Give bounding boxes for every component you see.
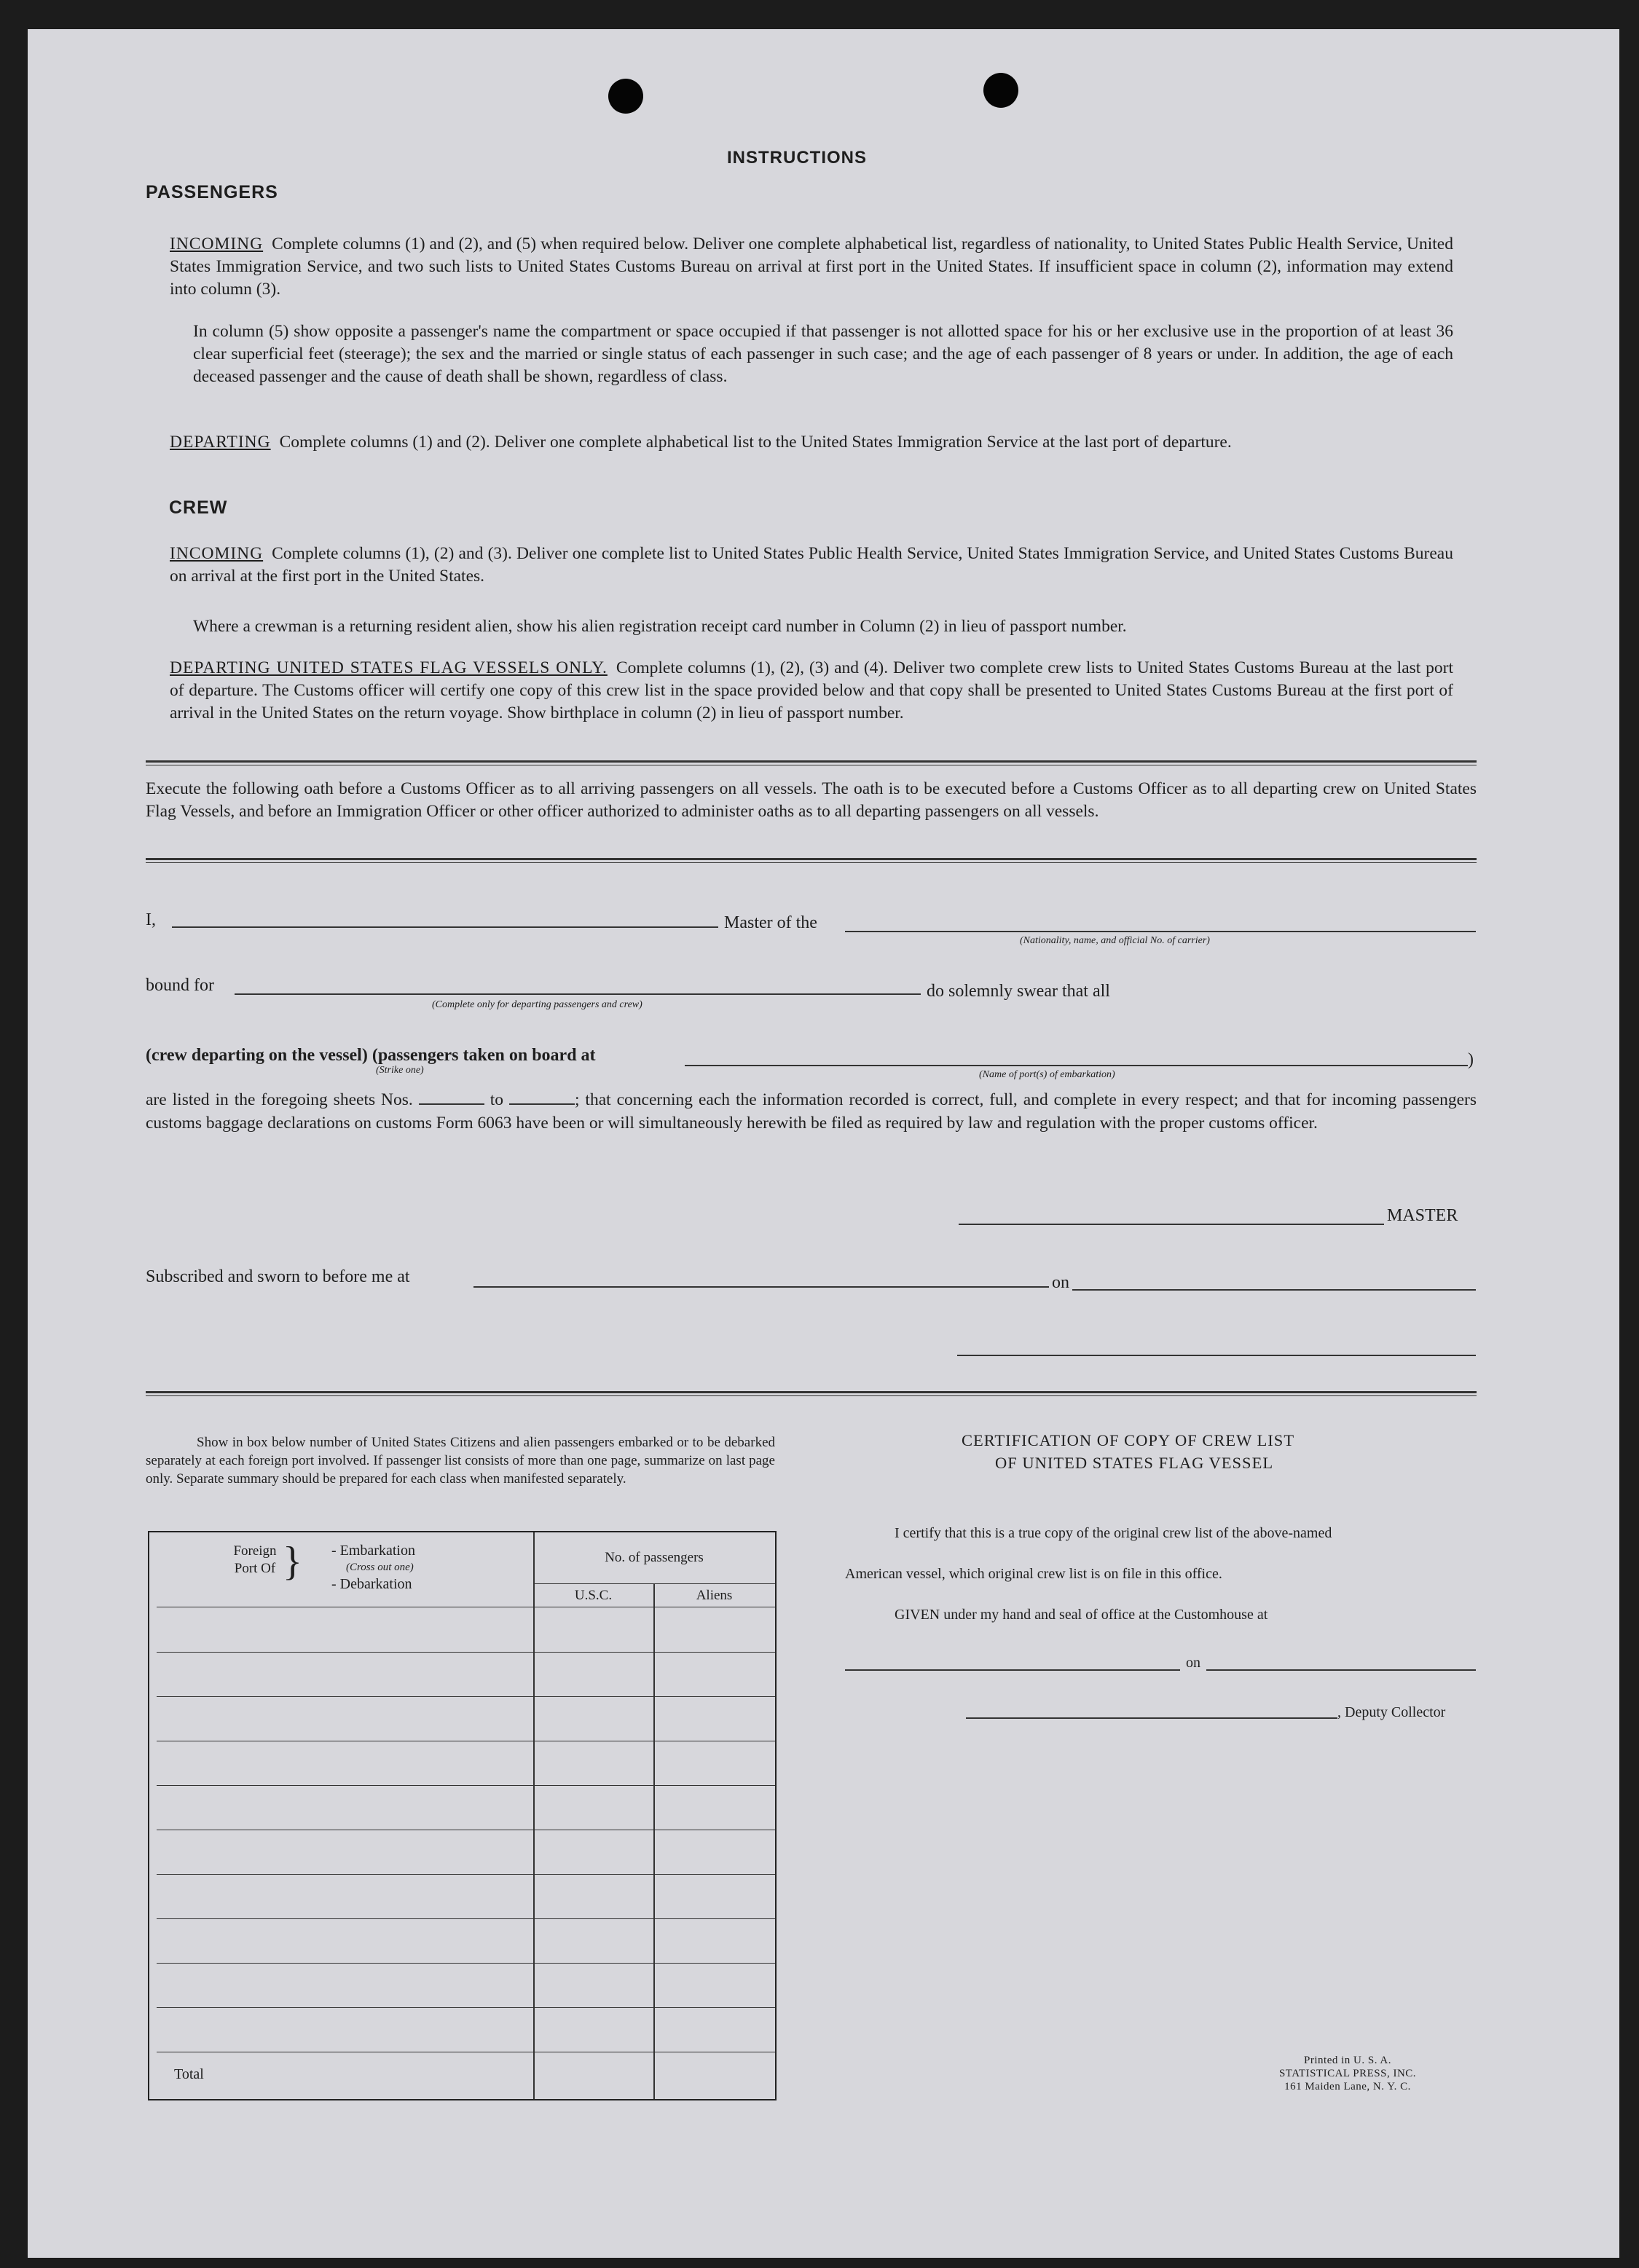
i-label: I,: [146, 910, 156, 929]
strike-caption: (Strike one): [376, 1065, 424, 1076]
deputy-collector-label: , Deputy Collector: [1337, 1704, 1446, 1720]
nationality-caption: (Nationality, name, and official No. of carrier): [1020, 935, 1210, 946]
master-signature-field[interactable]: [959, 1224, 1384, 1225]
printer-line-2: STATISTICAL PRESS, INC.: [1278, 2068, 1417, 2079]
certification-on-label: on: [1186, 1655, 1200, 1671]
passengers-header: No. of passengers: [605, 1550, 704, 1565]
punch-hole: [608, 79, 643, 114]
incoming-lead: INCOMING: [170, 235, 264, 253]
row-divider: [157, 1963, 775, 1964]
embarkation-field[interactable]: [685, 1065, 1468, 1066]
divider: [146, 1391, 1477, 1396]
departing-text: Complete columns (1) and (2). Deliver one complete alphabetical list to the United States Immigration Service at the last port of departure.: [279, 433, 1232, 452]
customhouse-field[interactable]: [845, 1669, 1180, 1671]
punch-hole: [983, 73, 1018, 108]
aliens-header: Aliens: [696, 1588, 733, 1603]
embarkation-label: - Embarkation: [331, 1543, 415, 1559]
listed-to: to: [490, 1090, 503, 1109]
oath-instruction: Execute the following oath before a Customs Officer as to all arriving passengers on all vessels. The oath is to be executed before a Customs Officer as to all departing crew on United States Flag Vessels, and before an Immigration Officer or other officer authorized to administer oaths as to all departing passengers on all vessels.: [146, 779, 1477, 821]
divider: [146, 858, 1477, 863]
bound-for-label: bound for: [146, 976, 214, 995]
sworn-place-field[interactable]: [473, 1286, 1049, 1288]
column5-paragraph: In column (5) show opposite a passenger's name the compartment or space occupied if that passenger is not allotted space for his or her exclusive use in the proportion of at least 36 clear superficial feet (steerage); the sex and the married or single status of each passenger in such case; and the age of each passenger of 8 years or under. In addition, the age of each deceased passenger and the cause of death shall be shown, regardless of class.: [193, 322, 1453, 386]
row-divider: [157, 1696, 775, 1697]
column-divider: [533, 1532, 535, 2099]
foreign-port-of-label: Foreign Port Of: [233, 1543, 277, 1576]
sheet-from-field[interactable]: [419, 1103, 484, 1105]
bound-for-field[interactable]: [235, 993, 921, 995]
master-of-label: Master of the: [724, 913, 817, 932]
row-divider: [157, 1785, 775, 1786]
certify-text-1: I certify that this is a true copy of the original crew list of the above-named: [895, 1525, 1332, 1541]
listed-paragraph: [146, 1088, 1477, 1135]
instructions-title: INSTRUCTIONS: [727, 148, 867, 168]
certification-title-1: CERTIFICATION OF COPY OF CREW LIST: [962, 1431, 1295, 1449]
certify-text-2: American vessel, which original crew list is on file in this office.: [845, 1566, 1222, 1582]
row-divider: [157, 1918, 775, 1919]
certification-title-2: OF UNITED STATES FLAG VESSEL: [995, 1454, 1274, 1472]
crewman-paragraph: Where a crewman is a returning resident alien, show his alien registration receipt card number in Column (2) in lieu of passport number.: [193, 617, 1127, 636]
passenger-summary-table: [148, 1531, 777, 2100]
row-divider: [533, 1583, 775, 1584]
crew-incoming-paragraph: [170, 543, 1453, 588]
passengers-departing-paragraph: [170, 431, 1453, 454]
carrier-field[interactable]: [845, 931, 1476, 932]
sworn-date-field[interactable]: [1072, 1289, 1476, 1291]
sheet-to-field[interactable]: [509, 1103, 575, 1105]
cross-out-label: (Cross out one): [346, 1562, 414, 1573]
crew-incoming-lead: INCOMING: [170, 544, 264, 563]
passengers-heading: PASSENGERS: [146, 182, 278, 202]
close-paren: ): [1468, 1050, 1474, 1069]
certification-date-field[interactable]: [1206, 1669, 1476, 1671]
given-text: GIVEN under my hand and seal of office at the Customhouse at: [895, 1607, 1268, 1623]
departing-lead: DEPARTING: [170, 433, 271, 452]
crew-incoming-text: Complete columns (1), (2) and (3). Deliver one complete list to United States Public Health Service, United States Immigration Service, and United States Customs Bureau on arrival at the first port in the United States.: [170, 544, 1453, 586]
printer-line-1: Printed in U. S. A.: [1304, 2055, 1391, 2066]
bound-caption: (Complete only for departing passengers and crew): [432, 999, 642, 1010]
swear-label: do solemnly swear that all: [927, 982, 1110, 1001]
deputy-signature-field[interactable]: [966, 1717, 1337, 1719]
printer-imprint: [1238, 2054, 1457, 2093]
embarkation-caption: (Name of port(s) of embarkation): [979, 1069, 1115, 1080]
row-divider: [157, 2007, 775, 2008]
sworn-on-label: on: [1052, 1273, 1069, 1292]
row-divider: [157, 1652, 775, 1653]
usc-header: U.S.C.: [574, 1588, 613, 1603]
master-label: MASTER: [1387, 1206, 1458, 1225]
debarkation-label: - Debarkation: [331, 1576, 412, 1592]
crew-departing-label: [146, 1046, 596, 1066]
brace: }: [283, 1539, 302, 1584]
flag-vessels-lead: DEPARTING UNITED STATES FLAG VESSELS ONLY.: [170, 658, 608, 677]
row-divider: [157, 1874, 775, 1875]
officer-signature-field[interactable]: [957, 1355, 1476, 1356]
summary-note: Show in box below number of United States Citizens and alien passengers embarked or to be debarked separately at each foreign port involved. If passenger list consists of more than one page, summarize on last page only. Separate summary should be prepared for each class when manifested separately.: [146, 1435, 775, 1487]
total-label: Total: [174, 2066, 204, 2082]
passengers-incoming-paragraph: [170, 233, 1453, 301]
flag-vessels-text: Complete columns (1), (2), (3) and (4). Deliver two complete crew lists to United States Customs Bureau at the last port of departure. The Customs officer will certify one copy of this crew list in the space provided below and that copy shall be presented to United States Customs Bureau at the first port of arrival in the United States on the return voyage. Show birthplace in column (2) in lieu of passport number.: [170, 658, 1453, 722]
column-divider: [653, 1583, 655, 2099]
incoming-text: Complete columns (1) and (2), and (5) when required below. Deliver one complete alphabetical list, regardless of nationality, to United States Public Health Service, United States Immigration Service, and two such lists to United States Customs Bureau on arrival at first port in the United States. If insufficient space in column (2), information may extend into column (3).: [170, 235, 1453, 299]
master-name-field[interactable]: [172, 926, 718, 928]
crew-heading: CREW: [169, 497, 228, 518]
listed-text-2: ; that concerning each the information recorded is correct, full, and complete in every respect; and that for incoming passengers customs baggage declarations on customs Form 6063 have been or will simultaneously herewith be filed as required by law and regulation with the proper customs officer.: [146, 1090, 1477, 1133]
divider: [146, 760, 1477, 765]
printer-line-3: 161 Maiden Lane, N. Y. C.: [1284, 2081, 1411, 2092]
listed-text-1: are listed in the foregoing sheets Nos.: [146, 1090, 413, 1109]
crew-departing-bold: (crew departing on the vessel) (passengers taken on board at: [146, 1046, 596, 1065]
flag-vessels-paragraph: [170, 657, 1453, 725]
subscribed-label: Subscribed and sworn to before me at: [146, 1267, 410, 1286]
